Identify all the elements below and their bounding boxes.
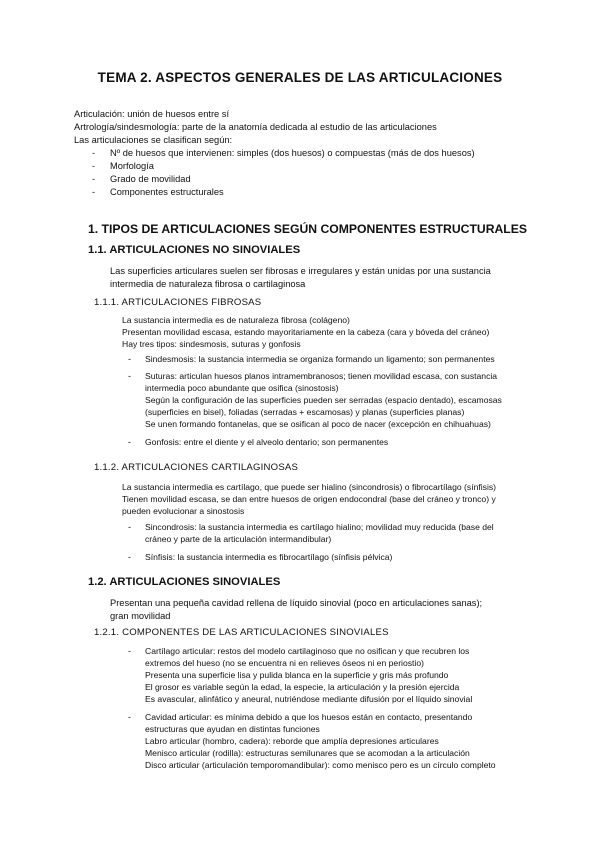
subsection-heading: 1.1. ARTICULACIONES NO SINOVIALES — [88, 244, 301, 256]
paragraph-line: gran movilidad — [110, 611, 171, 621]
bullet-item-line: Labro articular (hombro, cadera): reborde que amplía depresiones articulares — [145, 736, 439, 746]
section-heading: 1. TIPOS DE ARTICULACIONES SEGÚN COMPONENTES ESTRUCTURALES — [88, 222, 528, 236]
bullet-dash: - — [128, 437, 131, 447]
bullet-item-line: Según la configuración de las superficies pueden ser serradas (espacio dentado), escamosas — [145, 395, 502, 405]
intro-bullet: Grado de movilidad — [110, 174, 191, 184]
bullet-dash: - — [128, 522, 131, 532]
paragraph-line: pueden evolucionar a sinostosis — [122, 506, 245, 516]
bullet-item: Cartílago articular: restos del modelo cartilaginoso que no osifican y que recubren los — [145, 646, 470, 656]
intro-line-1: Articulación: unión de huesos entre sí — [74, 109, 230, 119]
bullet-item-line: extremos del hueso (no se encuentra ni en relieves óseos ni en periostio) — [145, 658, 424, 668]
paragraph-line: Presentan una pequeña cavidad rellena de líquido sinovial (poco en articulaciones sanas); — [110, 598, 483, 608]
bullet-item-line: Se unen formando fontanelas, que se osifican al poco de nacer (excepción en chihuahuas) — [145, 419, 491, 429]
bullet-item-line: El grosor es variable según la edad, la especie, la articulación y la presión ejercida — [145, 682, 460, 692]
page-title: TEMA 2. ASPECTOS GENERALES DE LAS ARTICULACIONES — [97, 70, 503, 85]
bullet-item-line: Presenta una superficie lisa y pulida blanca en la superficie y gris más profundo — [145, 670, 449, 680]
subsection-heading: 1.2. ARTICULACIONES SINOVIALES — [88, 576, 281, 588]
bullet-item-line: cráneo y parte de la articulación intermandibular) — [145, 534, 332, 544]
bullet-dash: - — [92, 161, 95, 171]
bullet-dash: - — [128, 371, 131, 381]
bullet-item-line: estructuras que ayudan en distintas funciones — [145, 724, 320, 734]
paragraph-line: La sustancia intermedia es de naturaleza fibrosa (colágeno) — [122, 315, 350, 325]
intro-line-3: Las articulaciones se clasifican según: — [74, 135, 233, 145]
bullet-item-line: (superficies en bisel), foliadas (serradas + escamosas) y planas (superficies planas) — [145, 407, 465, 417]
bullet-item-line: Disco articular (articulación temporomandibular): como menisco pero es un círculo completo — [145, 760, 496, 770]
paragraph-line: Hay tres tipos: sindesmosis, suturas y gonfosis — [122, 339, 301, 349]
bullet-item-line: intermedia poco abundante que osifica (sinostosis) — [145, 383, 339, 393]
intro-bullet: Componentes estructurales — [110, 187, 224, 197]
bullet-item: Sindesmosis: la sustancia intermedia se organiza formando un ligamento; son permanentes — [145, 354, 495, 364]
bullet-item: Gonfosis: entre el diente y el alveolo dentario; son permanentes — [145, 437, 389, 447]
bullet-item-line: Es avascular, alinfático y aneural, nutriéndose mediante difusión por el líquido sinovial — [145, 694, 473, 704]
bullet-dash: - — [128, 646, 131, 656]
paragraph-line: Las superficies articulares suelen ser fibrosas e irregulares y están unidas por una sustancia — [110, 266, 491, 276]
subsubsection-heading: 1.1.1. ARTICULACIONES FIBROSAS — [94, 297, 262, 308]
paragraph-line: Tienen movilidad escasa, se dan entre huesos de origen endocondral (base del cráneo y tronco) y — [122, 494, 496, 504]
paragraph-line: Presentan movilidad escasa, estando mayoritariamente en la cabeza (cara y bóveda del cráneo) — [122, 327, 490, 337]
bullet-dash: - — [92, 148, 95, 158]
bullet-dash: - — [128, 712, 131, 722]
bullet-dash: - — [92, 174, 95, 184]
subsubsection-heading: 1.2.1. COMPONENTES DE LAS ARTICULACIONES SINOVIALES — [94, 627, 389, 638]
intro-bullet: Nº de huesos que intervienen: simples (dos huesos) o compuestas (más de dos huesos) — [110, 148, 475, 158]
bullet-dash: - — [92, 187, 95, 197]
bullet-dash: - — [128, 552, 131, 562]
paragraph-line: La sustancia intermedia es cartílago, que puede ser hialino (sincondrosis) o fibrocartílago (sínfisis) — [122, 482, 497, 492]
bullet-item: Cavidad articular: es mínima debido a que los huesos están en contacto, presentando — [145, 712, 473, 722]
bullet-item-line: Menisco articular (rodilla): estructuras semilunares que se acomodan a la articulación — [145, 748, 470, 758]
intro-bullet: Morfología — [110, 161, 154, 171]
bullet-item: Sínfisis: la sustancia intermedia es fibrocartílago (sínfisis pélvica) — [145, 552, 393, 562]
bullet-item: Suturas: articulan huesos planos intramembranosos; tienen movilidad escasa, con sustancia — [145, 371, 498, 381]
bullet-item: Sincondrosis: la sustancia intermedia es cartílago hialino; movilidad muy reducida (base del — [145, 522, 494, 532]
paragraph-line: intermedia de naturaleza fibrosa o cartilaginosa — [110, 279, 306, 289]
intro-line-2: Artrología/sindesmología: parte de la anatomía dedicada al estudio de las articulaciones — [74, 122, 437, 132]
subsubsection-heading: 1.1.2. ARTICULACIONES CARTILAGINOSAS — [94, 462, 299, 473]
bullet-dash: - — [128, 354, 131, 364]
